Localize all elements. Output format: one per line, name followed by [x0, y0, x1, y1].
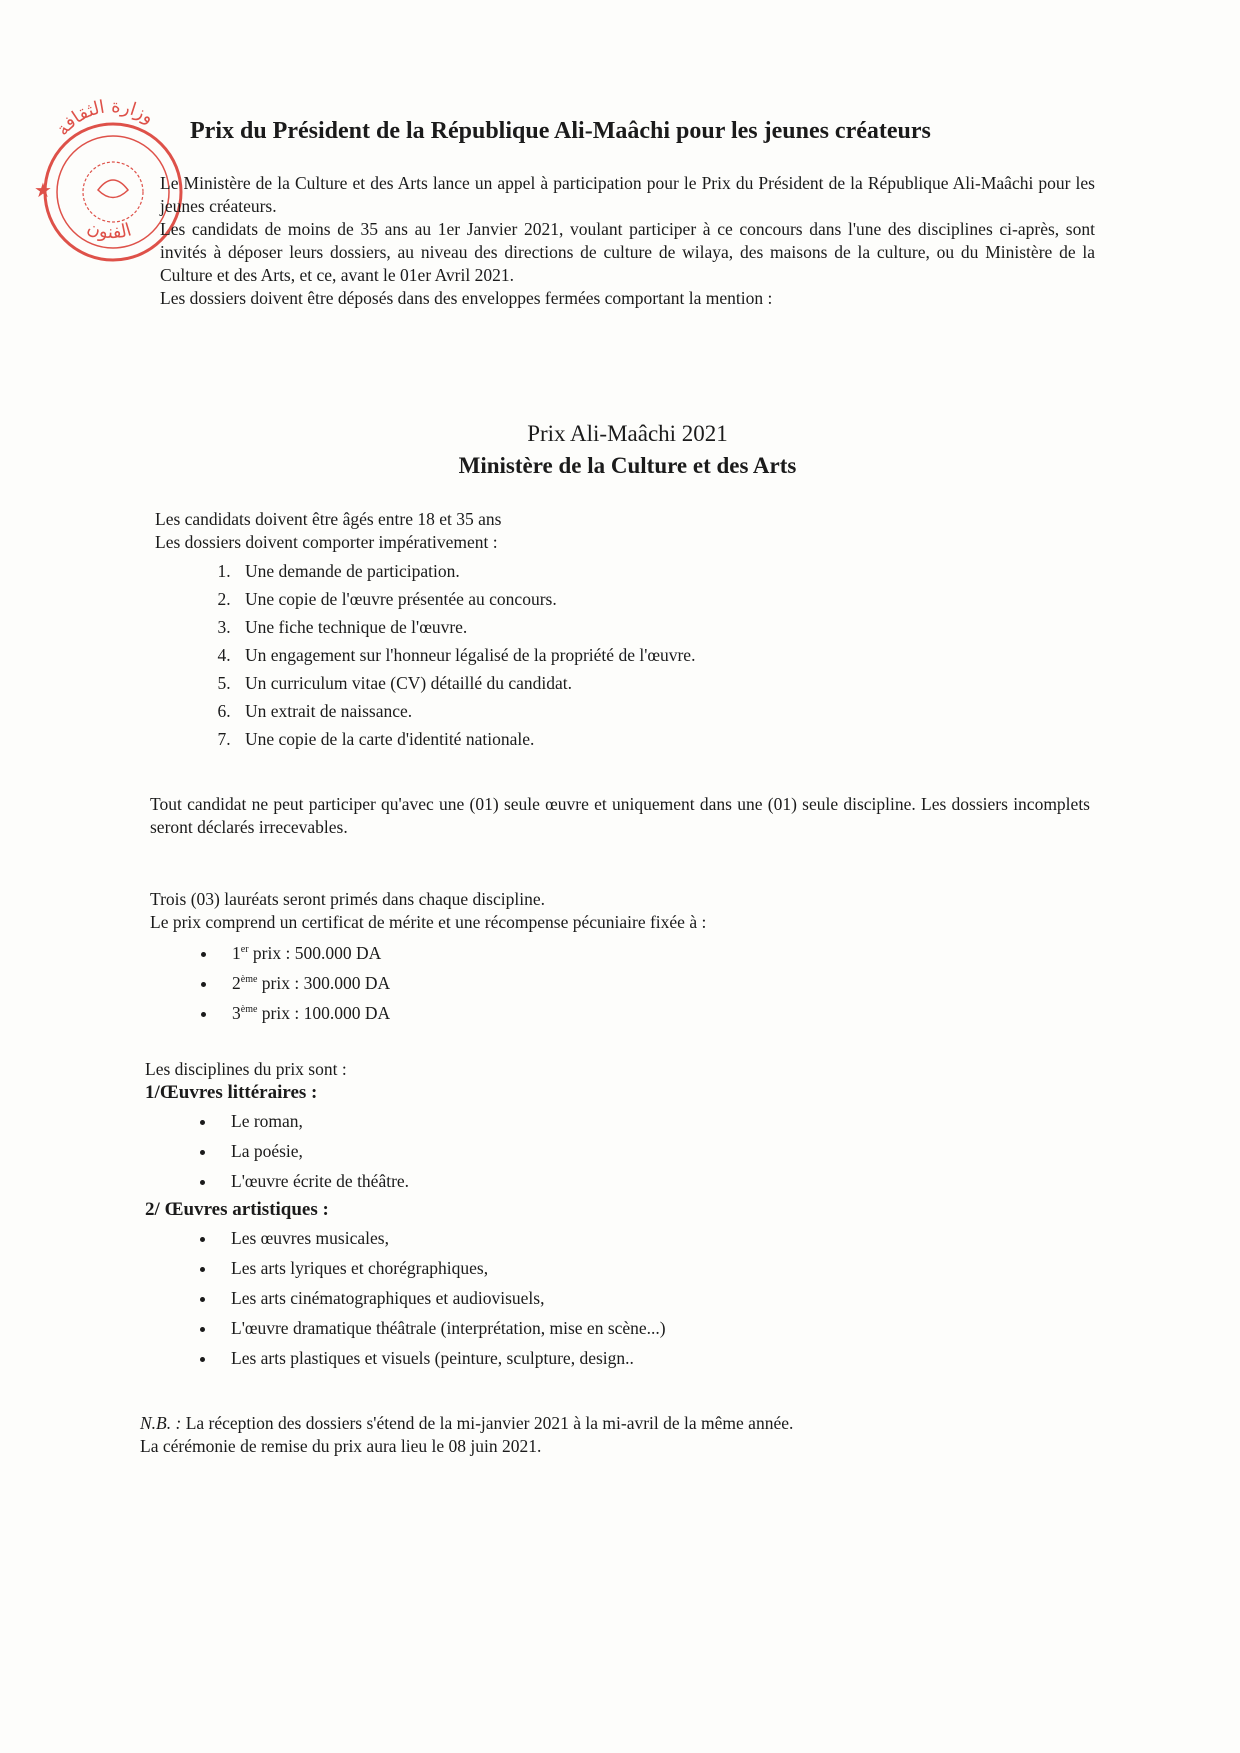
- requirements-section: [155, 508, 1095, 753]
- prize-amount: prix : 300.000 DA: [261, 973, 391, 993]
- list-item: [218, 968, 1090, 998]
- requirements-lead: Les dossiers doivent comporter impérativement :: [155, 532, 498, 552]
- prize-rank-suffix: ème: [240, 1004, 258, 1016]
- disciplines-section: [145, 1058, 1090, 1375]
- list-item: • Le roman,: [217, 1106, 1090, 1136]
- prize-rank-suffix: ème: [240, 974, 258, 986]
- artistic-works-heading: 2/ Œuvres artistiques :: [145, 1199, 329, 1220]
- literary-works-heading: 1/Œuvres littéraires :: [145, 1082, 318, 1103]
- envelope-mention: [160, 418, 1095, 482]
- reception-text: La réception des dossiers s'étend de la mi-janvier 2021 à la mi-avril de la même année.: [185, 1413, 794, 1433]
- intro-paragraph-3: Les dossiers doivent être déposés dans des enveloppes fermées comportant la mention :: [160, 288, 773, 308]
- artistic-works-list: [145, 1223, 1090, 1373]
- prize-rank-suffix: er: [240, 944, 249, 956]
- prize-rank: 3: [232, 1003, 241, 1023]
- list-item: • Les arts plastiques et visuels (peinture, sculpture, design..: [217, 1343, 1090, 1373]
- list-item: 6. Un extrait de naissance.: [235, 697, 1095, 725]
- prizes-section: [150, 888, 1090, 1028]
- prize-rank: 1: [232, 943, 241, 963]
- list-item: 7. Une copie de la carte d'identité nationale.: [235, 725, 1095, 753]
- laureates-text: Trois (03) lauréats seront primés dans chaque discipline.: [150, 889, 545, 909]
- nota-bene-section: [140, 1412, 1090, 1458]
- list-item: 3. Une fiche technique de l'œuvre.: [235, 613, 1095, 641]
- required-documents-list: [155, 557, 1095, 753]
- intro-paragraph-2: Les candidats de moins de 35 ans au 1er Janvier 2021, voulant participer à ce concours dans l'une des disciplines ci-après, sont invités à déposer leurs dossiers, au niveau des directions de culture de wilaya, des maisons de la culture, ou du Ministère de la Culture et des Arts, et ce, avant le 01er Avril 2021.: [160, 219, 1095, 285]
- mention-line-1: Prix Ali-Maâchi 2021: [527, 421, 728, 446]
- list-item: 2. Une copie de l'œuvre présentée au concours.: [235, 585, 1095, 613]
- single-entry-rule: Tout candidat ne peut participer qu'avec une (01) seule œuvre et uniquement dans une (01) seule discipline. Les dossiers incomplets seront déclarés irrecevables.: [150, 794, 1090, 837]
- ceremony-note: La cérémonie de remise du prix aura lieu le 08 juin 2021.: [140, 1436, 542, 1456]
- list-item: 4. Un engagement sur l'honneur légalisé de la propriété de l'œuvre.: [235, 641, 1095, 669]
- intro-section: [160, 172, 1095, 310]
- prize-amount: prix : 500.000 DA: [252, 943, 382, 963]
- list-item: 1. Une demande de participation.: [235, 557, 1095, 585]
- prize-amount: prix : 100.000 DA: [261, 1003, 391, 1023]
- stamp-text-bottom: الفنون: [84, 217, 134, 244]
- list-item: [218, 998, 1090, 1028]
- list-item: • Les œuvres musicales,: [217, 1223, 1090, 1253]
- list-item: • L'œuvre dramatique théâtrale (interprétation, mise en scène...): [217, 1313, 1090, 1343]
- list-item: 5. Un curriculum vitae (CV) détaillé du candidat.: [235, 669, 1095, 697]
- mention-line-2: Ministère de la Culture et des Arts: [458, 453, 797, 478]
- document-title: Prix du Président de la République Ali-Maâchi pour les jeunes créateurs: [190, 118, 931, 144]
- nb-label: N.B. :: [140, 1413, 182, 1433]
- list-item: • L'œuvre écrite de théâtre.: [217, 1166, 1090, 1196]
- list-item: • Les arts lyriques et chorégraphiques,: [217, 1253, 1090, 1283]
- list-item: • Les arts cinématographiques et audiovisuels,: [217, 1283, 1090, 1313]
- list-item: • La poésie,: [217, 1136, 1090, 1166]
- prize-amounts-list: [150, 938, 1090, 1028]
- prizes-lead: Le prix comprend un certificat de mérite et une récompense pécuniaire fixée à :: [150, 912, 707, 932]
- star-icon: ★: [34, 178, 52, 202]
- literary-works-list: [145, 1106, 1090, 1196]
- age-requirement: Les candidats doivent être âgés entre 18 et 35 ans: [155, 509, 502, 529]
- reception-note: [140, 1412, 1090, 1435]
- list-item: [218, 938, 1090, 968]
- prize-rank: 2: [232, 973, 241, 993]
- disciplines-lead: Les disciplines du prix sont :: [145, 1059, 347, 1079]
- stamp-text-top: وزارة الثقافة: [52, 95, 158, 140]
- intro-paragraph-1: Le Ministère de la Culture et des Arts lance un appel à participation pour le Prix du Président de la République Ali-Maâchi pour les jeunes créateurs.: [160, 173, 1095, 216]
